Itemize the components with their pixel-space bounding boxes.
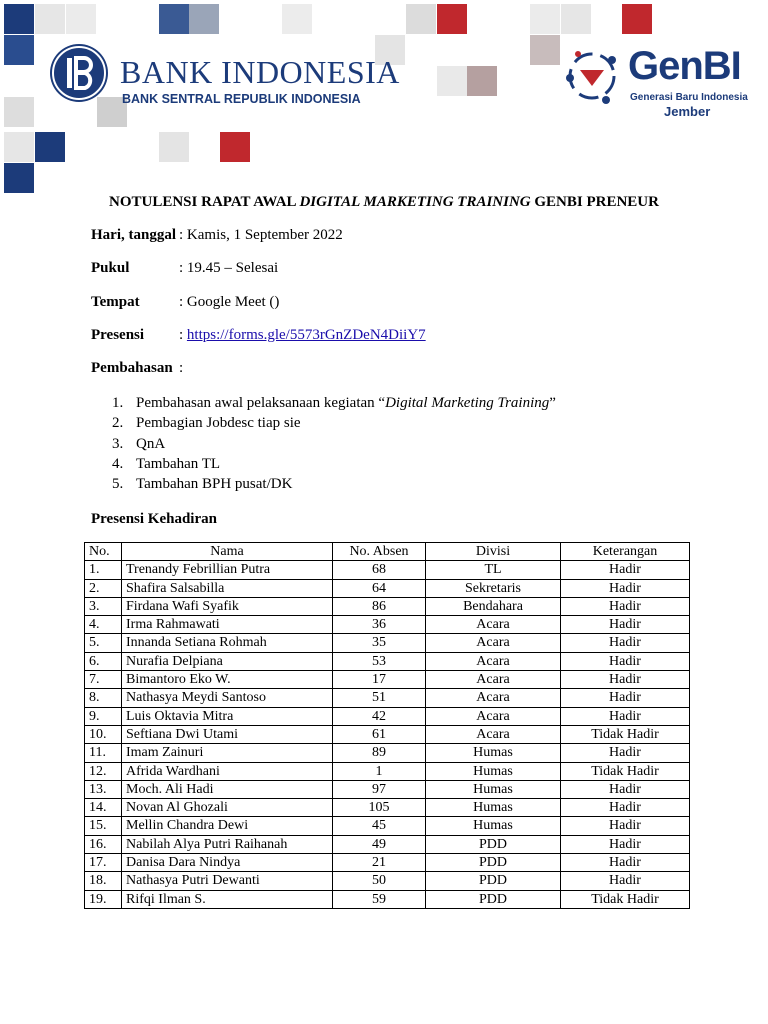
decor-square [530, 4, 560, 34]
date-value: : Kamis, 1 September 2022 [179, 227, 343, 243]
cell-division: Acara [426, 671, 561, 689]
cell-absen: 97 [333, 780, 426, 798]
cell-absen: 86 [333, 597, 426, 615]
cell-division: Acara [426, 707, 561, 725]
cell-status: Hadir [561, 780, 690, 798]
info-date [91, 227, 343, 244]
cell-status: Hadir [561, 579, 690, 597]
cell-number: 1. [85, 561, 122, 579]
decor-square [4, 132, 34, 162]
bank-subtitle: BANK SENTRAL REPUBLIK INDONESIA [122, 92, 361, 106]
genbi-city: Jember [664, 104, 711, 119]
info-place [91, 294, 279, 311]
cell-number: 9. [85, 707, 122, 725]
table-row [85, 854, 690, 872]
cell-name: Nathasya Meydi Santoso [122, 689, 333, 707]
cell-number: 12. [85, 762, 122, 780]
list-number: 1. [112, 395, 124, 411]
decor-square [622, 4, 652, 34]
bank-indonesia-logo [50, 44, 400, 110]
cell-absen: 42 [333, 707, 426, 725]
cell-division: Sekretaris [426, 579, 561, 597]
cell-status: Hadir [561, 835, 690, 853]
cell-status: Tidak Hadir [561, 762, 690, 780]
decor-square [4, 163, 34, 193]
agenda-list [112, 393, 556, 494]
table-row [85, 652, 690, 670]
cell-name: Innanda Setiana Rohmah [122, 634, 333, 652]
cell-name: Afrida Wardhani [122, 762, 333, 780]
cell-division: Bendahara [426, 597, 561, 615]
cell-status: Hadir [561, 817, 690, 835]
cell-name: Nurafia Delpiana [122, 652, 333, 670]
title-italic: DIGITAL MARKETING TRAINING [299, 194, 531, 210]
list-number: 4. [112, 455, 124, 472]
list-text-suffix: ” [549, 395, 556, 411]
cell-status: Tidak Hadir [561, 725, 690, 743]
table-row [85, 780, 690, 798]
discussion-label: Pembahasan [91, 360, 173, 376]
cell-status: Hadir [561, 597, 690, 615]
cell-division: Acara [426, 634, 561, 652]
cell-absen: 35 [333, 634, 426, 652]
cell-name: Rifqi Ilman S. [122, 890, 333, 908]
decor-square [159, 132, 189, 162]
column-header: Keterangan [561, 543, 690, 561]
cell-absen: 105 [333, 799, 426, 817]
list-text: Pembahasan awal pelaksanaan kegiatan “ [136, 395, 386, 411]
cell-division: Humas [426, 744, 561, 762]
table-row [85, 762, 690, 780]
cell-absen: 68 [333, 561, 426, 579]
attendance-rows [85, 561, 690, 909]
decor-square [159, 4, 189, 34]
cell-name: Mellin Chandra Dewi [122, 817, 333, 835]
table-row [85, 744, 690, 762]
list-item [112, 454, 556, 474]
cell-division: Humas [426, 780, 561, 798]
cell-division: PDD [426, 835, 561, 853]
cell-number: 5. [85, 634, 122, 652]
genbi-name: GenBI [628, 44, 741, 88]
cell-absen: 21 [333, 854, 426, 872]
table-row [85, 835, 690, 853]
table-row [85, 671, 690, 689]
decor-square [189, 4, 219, 34]
table-row [85, 579, 690, 597]
cell-name: Danisa Dara Nindya [122, 854, 333, 872]
cell-absen: 89 [333, 744, 426, 762]
table-row [85, 725, 690, 743]
time-value: : 19.45 – Selesai [179, 260, 279, 276]
list-number: 5. [112, 476, 124, 493]
cell-division: PDD [426, 872, 561, 890]
cell-name: Nathasya Putri Dewanti [122, 872, 333, 890]
list-item [112, 434, 556, 454]
cell-number: 10. [85, 725, 122, 743]
list-text-italic: Digital Marketing Training [385, 395, 550, 411]
attendance-heading: Presensi Kehadiran [91, 511, 217, 527]
table-row [85, 817, 690, 835]
cell-absen: 59 [333, 890, 426, 908]
list-text: QnA [136, 435, 166, 452]
bank-indonesia-emblem-icon [50, 44, 108, 102]
cell-status: Hadir [561, 561, 690, 579]
list-item [112, 474, 556, 494]
list-text: Pembagian Jobdesc tiap sie [136, 415, 301, 432]
cell-status: Tidak Hadir [561, 890, 690, 908]
decor-square [437, 66, 467, 96]
list-number: 3. [112, 435, 124, 452]
decor-square [561, 4, 591, 34]
cell-name: Seftiana Dwi Utami [122, 725, 333, 743]
column-header: Divisi [426, 543, 561, 561]
cell-status: Hadir [561, 872, 690, 890]
table-row [85, 689, 690, 707]
cell-status: Hadir [561, 854, 690, 872]
cell-division: PDD [426, 854, 561, 872]
cell-number: 6. [85, 652, 122, 670]
cell-number: 4. [85, 616, 122, 634]
cell-absen: 53 [333, 652, 426, 670]
genbi-subtitle: Generasi Baru Indonesia [630, 92, 748, 103]
cell-division: Acara [426, 616, 561, 634]
decor-square [220, 132, 250, 162]
cell-absen: 64 [333, 579, 426, 597]
cell-absen: 36 [333, 616, 426, 634]
cell-division: Humas [426, 799, 561, 817]
cell-number: 19. [85, 890, 122, 908]
cell-name: Moch. Ali Hadi [122, 780, 333, 798]
cell-absen: 50 [333, 872, 426, 890]
cell-number: 2. [85, 579, 122, 597]
presence-link[interactable]: https://forms.gle/5573rGnZDeN4DiiY7 [186, 327, 426, 343]
presence-colon: : [179, 327, 187, 343]
decor-square [35, 4, 65, 34]
genbi-emblem-icon [556, 40, 628, 112]
cell-division: Humas [426, 817, 561, 835]
cell-absen: 17 [333, 671, 426, 689]
decor-square [282, 4, 312, 34]
cell-number: 14. [85, 799, 122, 817]
list-text: Tambahan TL [136, 455, 221, 472]
cell-absen: 51 [333, 689, 426, 707]
cell-division: PDD [426, 890, 561, 908]
list-item [112, 413, 556, 433]
table-header-row [85, 543, 690, 561]
cell-status: Hadir [561, 707, 690, 725]
discussion-colon: : [179, 360, 184, 376]
decor-square [437, 4, 467, 34]
decor-square [4, 4, 34, 34]
cell-name: Luis Oktavia Mitra [122, 707, 333, 725]
decor-square [4, 35, 34, 65]
attendance-table [84, 542, 690, 909]
cell-number: 8. [85, 689, 122, 707]
cell-name: Shafira Salsabilla [122, 579, 333, 597]
column-header: No. Absen [333, 543, 426, 561]
cell-status: Hadir [561, 671, 690, 689]
cell-absen: 61 [333, 725, 426, 743]
cell-name: Nabilah Alya Putri Raihanah [122, 835, 333, 853]
column-header: No. [85, 543, 122, 561]
cell-name: Novan Al Ghozali [122, 799, 333, 817]
cell-status: Hadir [561, 689, 690, 707]
cell-status: Hadir [561, 744, 690, 762]
list-number: 2. [112, 415, 124, 432]
column-header: Nama [122, 543, 333, 561]
table-row [85, 634, 690, 652]
cell-absen: 1 [333, 762, 426, 780]
time-label: Pukul [91, 260, 130, 276]
presence-label: Presensi [91, 327, 145, 343]
list-item [112, 393, 556, 413]
decor-square [406, 4, 436, 34]
cell-status: Hadir [561, 634, 690, 652]
genbi-logo [556, 40, 756, 126]
cell-status: Hadir [561, 616, 690, 634]
cell-name: Irma Rahmawati [122, 616, 333, 634]
cell-number: 3. [85, 597, 122, 615]
table-row [85, 597, 690, 615]
cell-number: 11. [85, 744, 122, 762]
decor-square [35, 132, 65, 162]
document-title [0, 194, 768, 211]
table-row [85, 616, 690, 634]
table-row [85, 561, 690, 579]
cell-division: Acara [426, 652, 561, 670]
bank-name: BANK INDONESIA [120, 54, 400, 90]
decor-square [4, 97, 34, 127]
title-suffix: GENBI PRENEUR [530, 194, 659, 210]
cell-number: 15. [85, 817, 122, 835]
cell-name: Trenandy Febrillian Putra [122, 561, 333, 579]
title-prefix: NOTULENSI RAPAT AWAL [109, 194, 300, 210]
table-row [85, 799, 690, 817]
cell-name: Bimantoro Eko W. [122, 671, 333, 689]
decor-square [467, 66, 497, 96]
decor-square [66, 4, 96, 34]
cell-division: Acara [426, 725, 561, 743]
cell-status: Hadir [561, 652, 690, 670]
list-text: Tambahan BPH pusat/DK [136, 476, 293, 493]
cell-number: 17. [85, 854, 122, 872]
cell-number: 18. [85, 872, 122, 890]
table-row [85, 707, 690, 725]
cell-division: Acara [426, 689, 561, 707]
cell-absen: 49 [333, 835, 426, 853]
info-time [91, 260, 278, 277]
letterhead [0, 0, 768, 200]
date-label: Hari, tanggal [91, 227, 176, 243]
cell-number: 16. [85, 835, 122, 853]
cell-absen: 45 [333, 817, 426, 835]
table-row [85, 872, 690, 890]
cell-number: 7. [85, 671, 122, 689]
table-row [85, 890, 690, 908]
place-label: Tempat [91, 294, 140, 310]
cell-division: TL [426, 561, 561, 579]
place-value: : Google Meet () [179, 294, 280, 310]
info-presence [91, 327, 426, 344]
info-discussion [91, 360, 183, 377]
cell-number: 13. [85, 780, 122, 798]
cell-division: Humas [426, 762, 561, 780]
cell-name: Imam Zainuri [122, 744, 333, 762]
cell-status: Hadir [561, 799, 690, 817]
cell-name: Firdana Wafi Syafik [122, 597, 333, 615]
